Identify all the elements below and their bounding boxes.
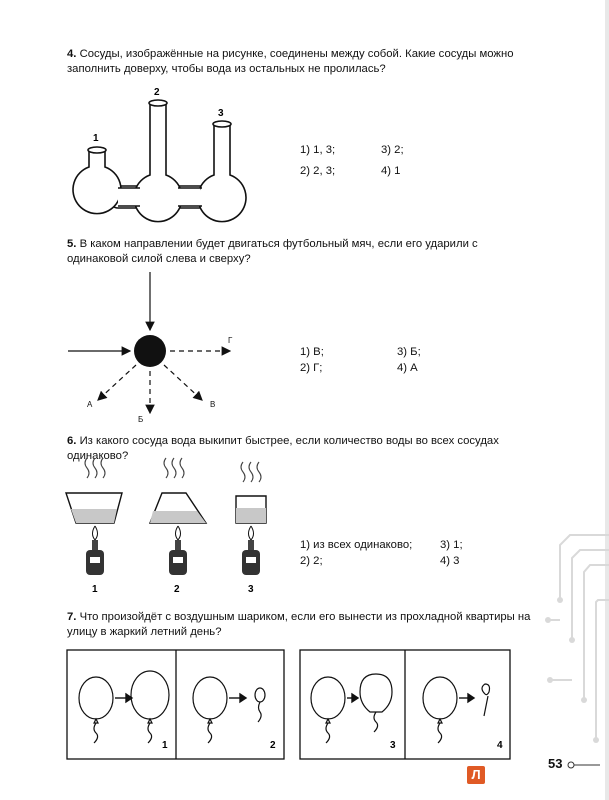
vessel-label-3: 3 xyxy=(248,584,254,595)
q4-answer-1: 1) 1, 3; xyxy=(300,144,336,156)
q6-answer-4: 4) 3 xyxy=(440,555,460,567)
q6-answer-2: 2) 2; xyxy=(300,555,323,567)
panel-label-2: 2 xyxy=(270,740,276,751)
direction-label-v: В xyxy=(210,400,216,409)
question-4-text: 4. Сосуды, изображённые на рисунке, соединены между собой. Какие сосуды можно заполнить доверху, чтобы вода из остальных не пролилась? xyxy=(67,48,514,75)
q5-answer-4: 4) А xyxy=(397,362,418,374)
flask-label-1: 1 xyxy=(93,133,99,144)
q4-answer-3: 3) 2; xyxy=(381,144,404,156)
vessel-label-2: 2 xyxy=(174,584,180,595)
q6-answer-3: 3) 1; xyxy=(440,539,463,551)
direction-label-a: А xyxy=(87,400,93,409)
q5-answer-1: 1) В; xyxy=(300,346,324,358)
page-number: 53 xyxy=(548,756,563,771)
direction-label-g: Г xyxy=(228,336,233,345)
question-5-text: 5. В каком направлении будет двигаться футбольный мяч, если его ударили с одинаковой силой слева и сверху? xyxy=(67,238,478,265)
publisher-logo: Л xyxy=(467,766,485,784)
q5-answer-3: 3) Б; xyxy=(397,346,421,358)
q6-answer-1: 1) из всех одинаково; xyxy=(300,539,413,551)
panel-label-1: 1 xyxy=(162,740,168,751)
q4-answer-2: 2) 2, 3; xyxy=(300,165,336,177)
flask-label-2: 2 xyxy=(154,87,160,98)
panel-label-4: 4 xyxy=(497,740,503,751)
question-6-text: 6. Из какого сосуда вода выкипит быстрее, если количество воды во всех сосудах одинаково? xyxy=(67,435,499,462)
vessel-label-1: 1 xyxy=(92,584,98,595)
panel-label-3: 3 xyxy=(390,740,396,751)
direction-label-b: Б xyxy=(138,415,144,424)
question-7-text: 7. Что произойдёт с воздушным шариком, если его вынести из прохладной квартиры на улицу в жаркий летний день? xyxy=(67,611,531,638)
flask-label-3: 3 xyxy=(218,108,224,119)
q5-answer-2: 2) Г; xyxy=(300,362,323,374)
q4-answer-4: 4) 1 xyxy=(381,165,401,177)
